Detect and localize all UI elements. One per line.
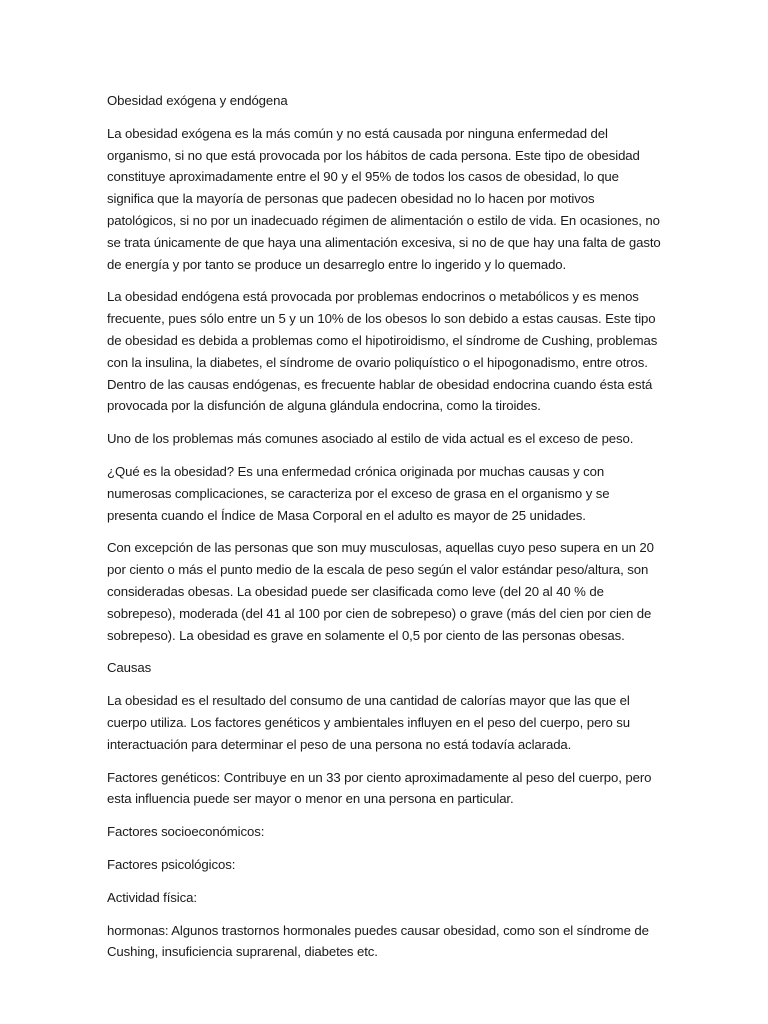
paragraph-causas: La obesidad es el resultado del consumo de una cantidad de calorías mayor que las que el cuerpo utiliza. Los factores genéticos y ambientales influyen en el peso del cuerpo, pero su interactuación para determinar el peso de una persona no está todavía aclarada. (107, 693, 631, 752)
paragraph-hormonas: hormonas: Algunos trastornos hormonales puedes causar obesidad, como son el síndrome de Cushing, insuficiencia suprarenal, diabetes etc. (107, 922, 649, 960)
section-heading-causas: Causas (107, 660, 152, 676)
document-page (107, 90, 662, 974)
paragraph-actividad-fisica: Actividad física: (107, 889, 197, 905)
paragraph-factores-psicologicos: Factores psicológicos: (107, 856, 236, 872)
paragraph-obesidad-exogena: La obesidad exógena es la más común y no está causada por ninguna enfermedad del organismo, si no que está provocada por los hábitos de cada persona. Este tipo de obesidad constituye aproximadamente entre el 90 y el 95% de todos los casos de obesidad, lo que significa que la mayoría de personas que padecen obesidad no lo hacen por motivos patológicos, si no por un inadecuado régimen de alimentación o estilo de vida. En ocasiones, no se trata únicamente de que haya una alimentación excesiva, si no de que hay una falta de gasto de energía y por tanto se produce un desarreglo entre lo ingerido y lo quemado. (107, 125, 661, 272)
paragraph-obesidad-endogena: La obesidad endógena está provocada por problemas endocrinos o metabólicos y es menos frecuente, pues sólo entre un 5 y un 10% de los obesos lo son debido a estas causas. Este tipo de obesidad es debida a problemas como el hipotiroidismo, el síndrome de Cushing, problemas con la insulina, la diabetes, el síndrome de ovario poliquístico o el hipogonadismo, entre otros. Dentro de las causas endógenas, es frecuente hablar de obesidad endocrina cuando ésta está provocada por la disfunción de alguna glándula endocrina, como la tiroides. (107, 289, 658, 414)
paragraph-factores-socioeconomicos: Factores socioeconómicos: (107, 824, 265, 840)
paragraph-clasificacion: Con excepción de las personas que son muy musculosas, aquellas cuyo peso supera en un 20 por ciento o más el punto medio de la escala de peso según el valor estándar peso/altura, son consideradas obesas. La obesidad puede ser clasificada como leve (del 20 al 40 % de sobrepeso), moderada (del 41 al 100 por cien de sobrepeso) o grave (más del cien por cien de sobrepeso). La obesidad es grave en solamente el 0,5 por ciento de las personas obesas. (107, 540, 654, 643)
paragraph-exceso-peso: Uno de los problemas más comunes asociado al estilo de vida actual es el exceso de peso. (107, 431, 634, 447)
paragraph-que-es-obesidad: ¿Qué es la obesidad? Es una enfermedad crónica originada por muchas causas y con numerosas complicaciones, se caracteriza por el exceso de grasa en el organismo y se presenta cuando el Índice de Masa Corporal en el adulto es mayor de 25 unidades. (107, 463, 610, 523)
document-title: Obesidad exógena y endógena (107, 93, 288, 108)
paragraph-factores-geneticos: Factores genéticos: Contribuye en un 33 por ciento aproximadamente al peso del cuerpo, pero esta influencia puede ser mayor o menor en una persona en particular. (107, 769, 652, 807)
